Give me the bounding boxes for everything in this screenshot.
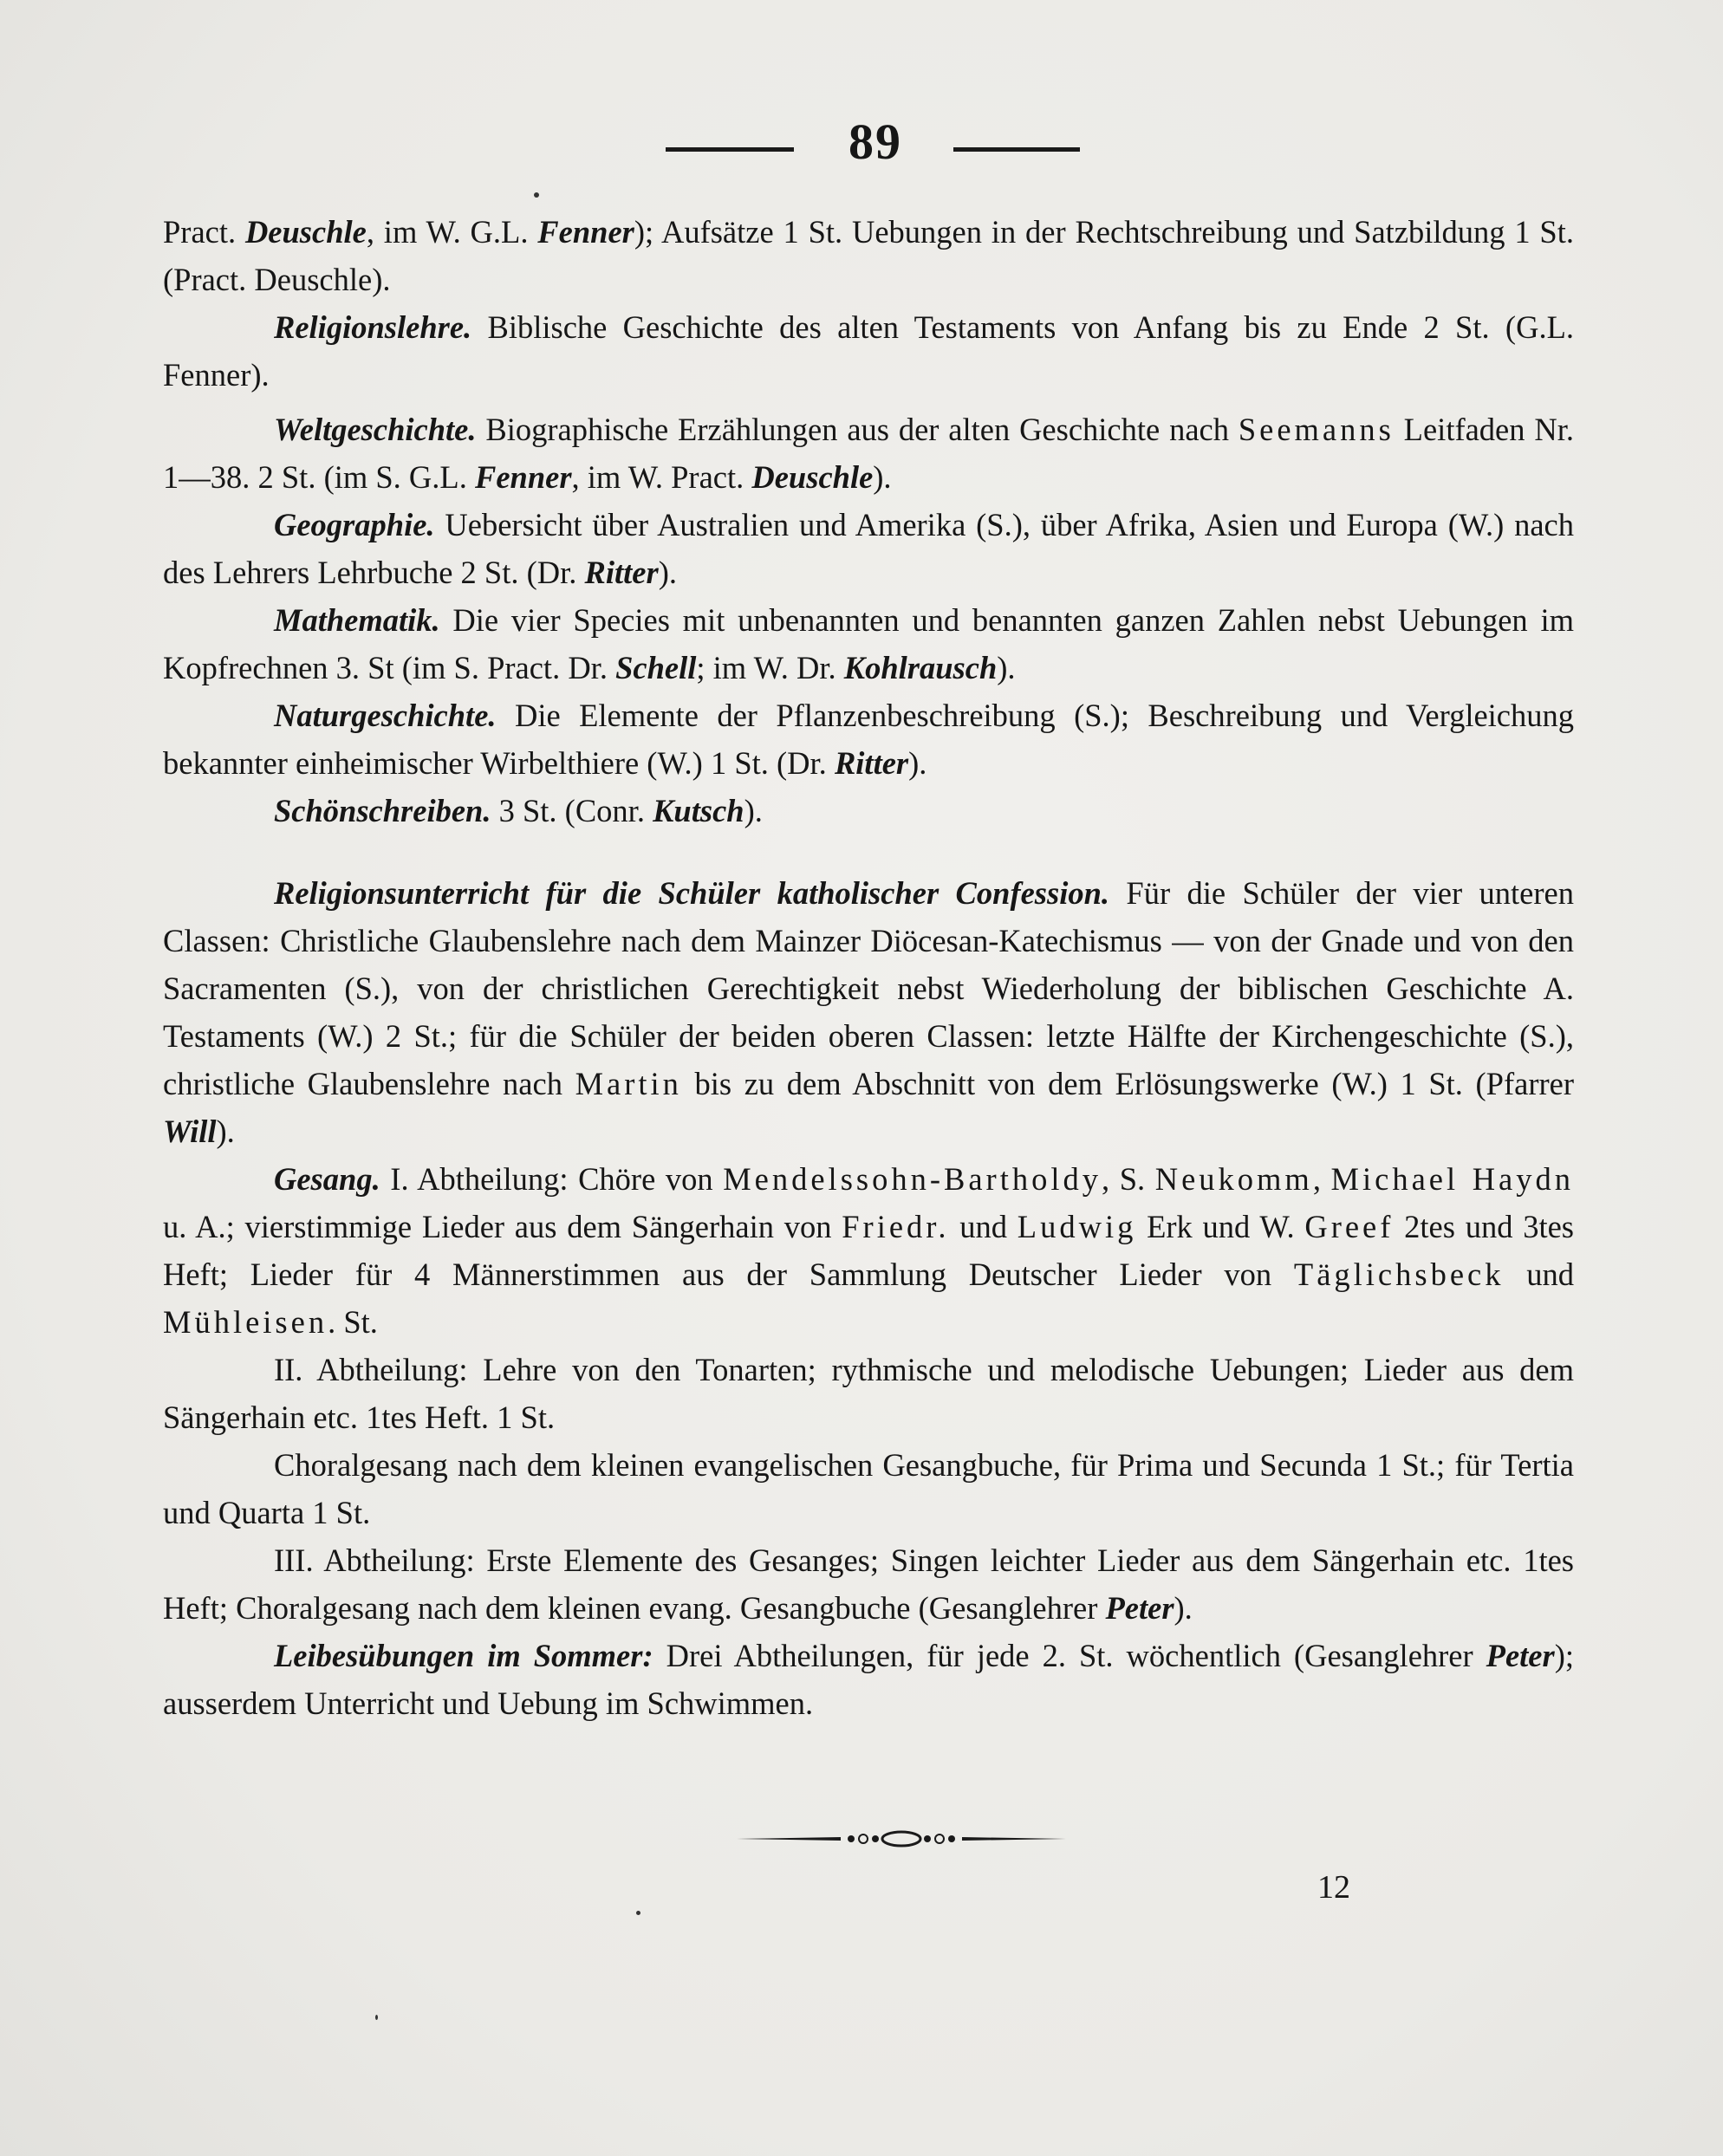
teacher-name: Deuschle xyxy=(751,459,874,495)
paragraph-mathematik xyxy=(163,596,1574,692)
text-run: Uebersicht über Australien und Amerika (S.), über Afrika, Asien und Europa (W.) nach des Lehrers Lehrbuche 2 St. (Dr. xyxy=(163,507,1574,590)
paragraph-naturgeschichte xyxy=(163,692,1574,787)
spaced-name: Täglichsbeck xyxy=(1293,1257,1505,1292)
teacher-name: Peter xyxy=(1486,1638,1555,1673)
teacher-name: Fenner xyxy=(474,459,572,495)
spaced-name: Ludwig xyxy=(1017,1209,1137,1244)
text-run: und xyxy=(949,1209,1018,1244)
subject-heading: Leibesübungen im Sommer: xyxy=(274,1638,653,1673)
text-run: ). xyxy=(744,793,763,828)
spaced-name: Neukomm xyxy=(1154,1161,1313,1197)
subject-heading: Weltgeschichte. xyxy=(274,412,477,447)
teacher-name: Fenner xyxy=(537,214,634,250)
print-speck xyxy=(636,1911,640,1915)
text-run: 3 St. (Conr. xyxy=(491,793,653,828)
paragraph-deutsch-continued xyxy=(163,208,1574,303)
header-rule-right xyxy=(953,147,1080,152)
page-header xyxy=(0,113,1723,182)
spaced-name: Michael Haydn xyxy=(1330,1161,1575,1197)
spaced-name: Mendelssohn-Bartholdy xyxy=(723,1161,1102,1197)
paragraph-geographie xyxy=(163,501,1574,596)
text-run: ). xyxy=(873,459,892,495)
paragraph-leibesuebungen xyxy=(163,1632,1574,1727)
spaced-name: Friedr. xyxy=(842,1209,950,1244)
teacher-name: Deuschle xyxy=(244,214,367,250)
paragraph-gesang-abtheilung-3 xyxy=(163,1536,1574,1632)
text-run: ). xyxy=(1174,1590,1193,1626)
teacher-name: Kutsch xyxy=(653,793,744,828)
text-run: Drei Abtheilungen, für jede 2. St. wöchentlich (Gesanglehrer xyxy=(653,1638,1486,1673)
text-run: , im W. Pract. xyxy=(571,459,752,495)
paragraph-weltgeschichte xyxy=(163,406,1574,501)
teacher-name: Peter xyxy=(1105,1590,1174,1626)
page-number: 89 xyxy=(848,114,902,170)
body-text xyxy=(163,208,1574,1727)
text-run: Die vier Species mit unbenannten und benannten ganzen Zahlen nebst Uebungen im Kopfrechnen 3. St (im S. Pract. Dr. xyxy=(163,602,1574,685)
subject-heading: Naturgeschichte. xyxy=(274,698,497,733)
text-run: bis zu dem Abschnitt von dem Erlösungswerke (W.) 1 St. (Pfarrer xyxy=(681,1066,1574,1101)
paragraph-religionsunterricht xyxy=(163,869,1574,1155)
subject-heading: Gesang. xyxy=(274,1161,380,1197)
text-run: . St. xyxy=(328,1304,378,1340)
text-run: , S. xyxy=(1102,1161,1155,1197)
text-run: I. Abtheilung: Chöre von xyxy=(380,1161,724,1197)
paragraph-schoenschreiben xyxy=(163,787,1574,834)
header-rule-left xyxy=(666,147,794,152)
text-run: ; im W. Dr. xyxy=(696,650,844,685)
spaced-name: Greef xyxy=(1304,1209,1395,1244)
subject-heading: Geographie. xyxy=(274,507,435,542)
text-run: Die Elemente der Pflanzenbeschreibung (S.); Beschreibung und Vergleichung bekannter einheimischer Wirbelthiere (W.) 1 St. (Dr. xyxy=(163,698,1574,781)
text-run: ); ausserdem Unterricht und Uebung im Schwimmen. xyxy=(163,1638,1575,1721)
teacher-name: Will xyxy=(163,1114,217,1149)
teacher-name: Ritter xyxy=(834,745,909,781)
spaced-name: Martin xyxy=(575,1066,682,1101)
text-run: III. Abtheilung: Erste Elemente des Gesanges; Singen leichter Lieder aus dem Sängerhain etc. 1tes Heft; Choralgesang nach dem kleinen evang. Gesangbuche (Gesanglehrer xyxy=(163,1542,1574,1626)
text-run: ). xyxy=(216,1114,235,1149)
teacher-name: Kohlrausch xyxy=(843,650,998,685)
text-run: Biblische Geschichte des alten Testaments von Anfang bis zu Ende 2 St. (G.L. Fenner). xyxy=(163,309,1574,393)
text-run: ). xyxy=(997,650,1016,685)
subject-heading: Schönschreiben. xyxy=(274,793,491,828)
text-run: u. A.; vierstimmige Lieder aus dem Sängerhain von xyxy=(163,1209,842,1244)
subject-heading: Mathematik. xyxy=(274,602,440,638)
spaced-name: Mühleisen xyxy=(163,1304,328,1340)
text-run: und xyxy=(1504,1257,1574,1292)
text-run: ). xyxy=(658,555,677,590)
teacher-name: Ritter xyxy=(584,555,659,590)
text-run: Für die Schüler der vier unteren Classen: Christliche Glaubenslehre nach dem Mainzer Diöcesan-Katechismus — von der Gnade und von den Sacramenten (S.), von der christlichen Gerechtigkeit nebst Wiederholung der biblischen Geschichte A. Testaments (W.) 2 St.; für die Schüler der beiden oberen Classen: letzte Hälfte der Kirchengeschichte (S.), christliche Glaubenslehre nach xyxy=(163,875,1574,1101)
print-speck xyxy=(375,2015,378,2020)
paragraph-religionslehre xyxy=(163,303,1574,399)
print-speck xyxy=(534,192,539,198)
text-run: Pract. xyxy=(163,214,245,250)
ornament-divider-icon xyxy=(737,1827,1066,1851)
text-run: 2tes und 3tes Heft; Lieder für 4 Männerstimmen aus der Sammlung Deutscher Lieder von xyxy=(163,1209,1574,1292)
text-run: Erk und W. xyxy=(1136,1209,1305,1244)
text-run: Leitfaden Nr. 1—38. 2 St. (im S. G.L. xyxy=(163,412,1574,495)
subject-heading: Religionsunterricht für die Schüler katholischer Confession. xyxy=(274,875,1110,911)
text-run: Biographische Erzählungen aus der alten Geschichte nach xyxy=(476,412,1239,447)
paragraph-gesang-abtheilung-2: II. Abtheilung: Lehre von den Tonarten; rythmische und melodische Uebungen; Lieder aus dem Sängerhain etc. 1tes Heft. 1 St. xyxy=(163,1352,1574,1435)
text-run: ); Aufsätze 1 St. Uebungen in der Rechtschreibung und Satzbildung 1 St. (Pract. Deuschle). xyxy=(163,214,1574,297)
spaced-name: Seemanns xyxy=(1238,412,1395,447)
text-run: , xyxy=(1312,1161,1331,1197)
text-run: , im W. G.L. xyxy=(366,214,538,250)
signature-mark: 12 xyxy=(1317,1869,1350,1906)
text-run: ). xyxy=(908,745,927,781)
subject-heading: Religionslehre. xyxy=(274,309,472,345)
paragraph-gesang xyxy=(163,1155,1574,1346)
teacher-name: Schell xyxy=(615,650,697,685)
paragraph-choralgesang: Choralgesang nach dem kleinen evangelischen Gesangbuche, für Prima und Secunda 1 St.; für Tertia und Quarta 1 St. xyxy=(163,1447,1574,1530)
